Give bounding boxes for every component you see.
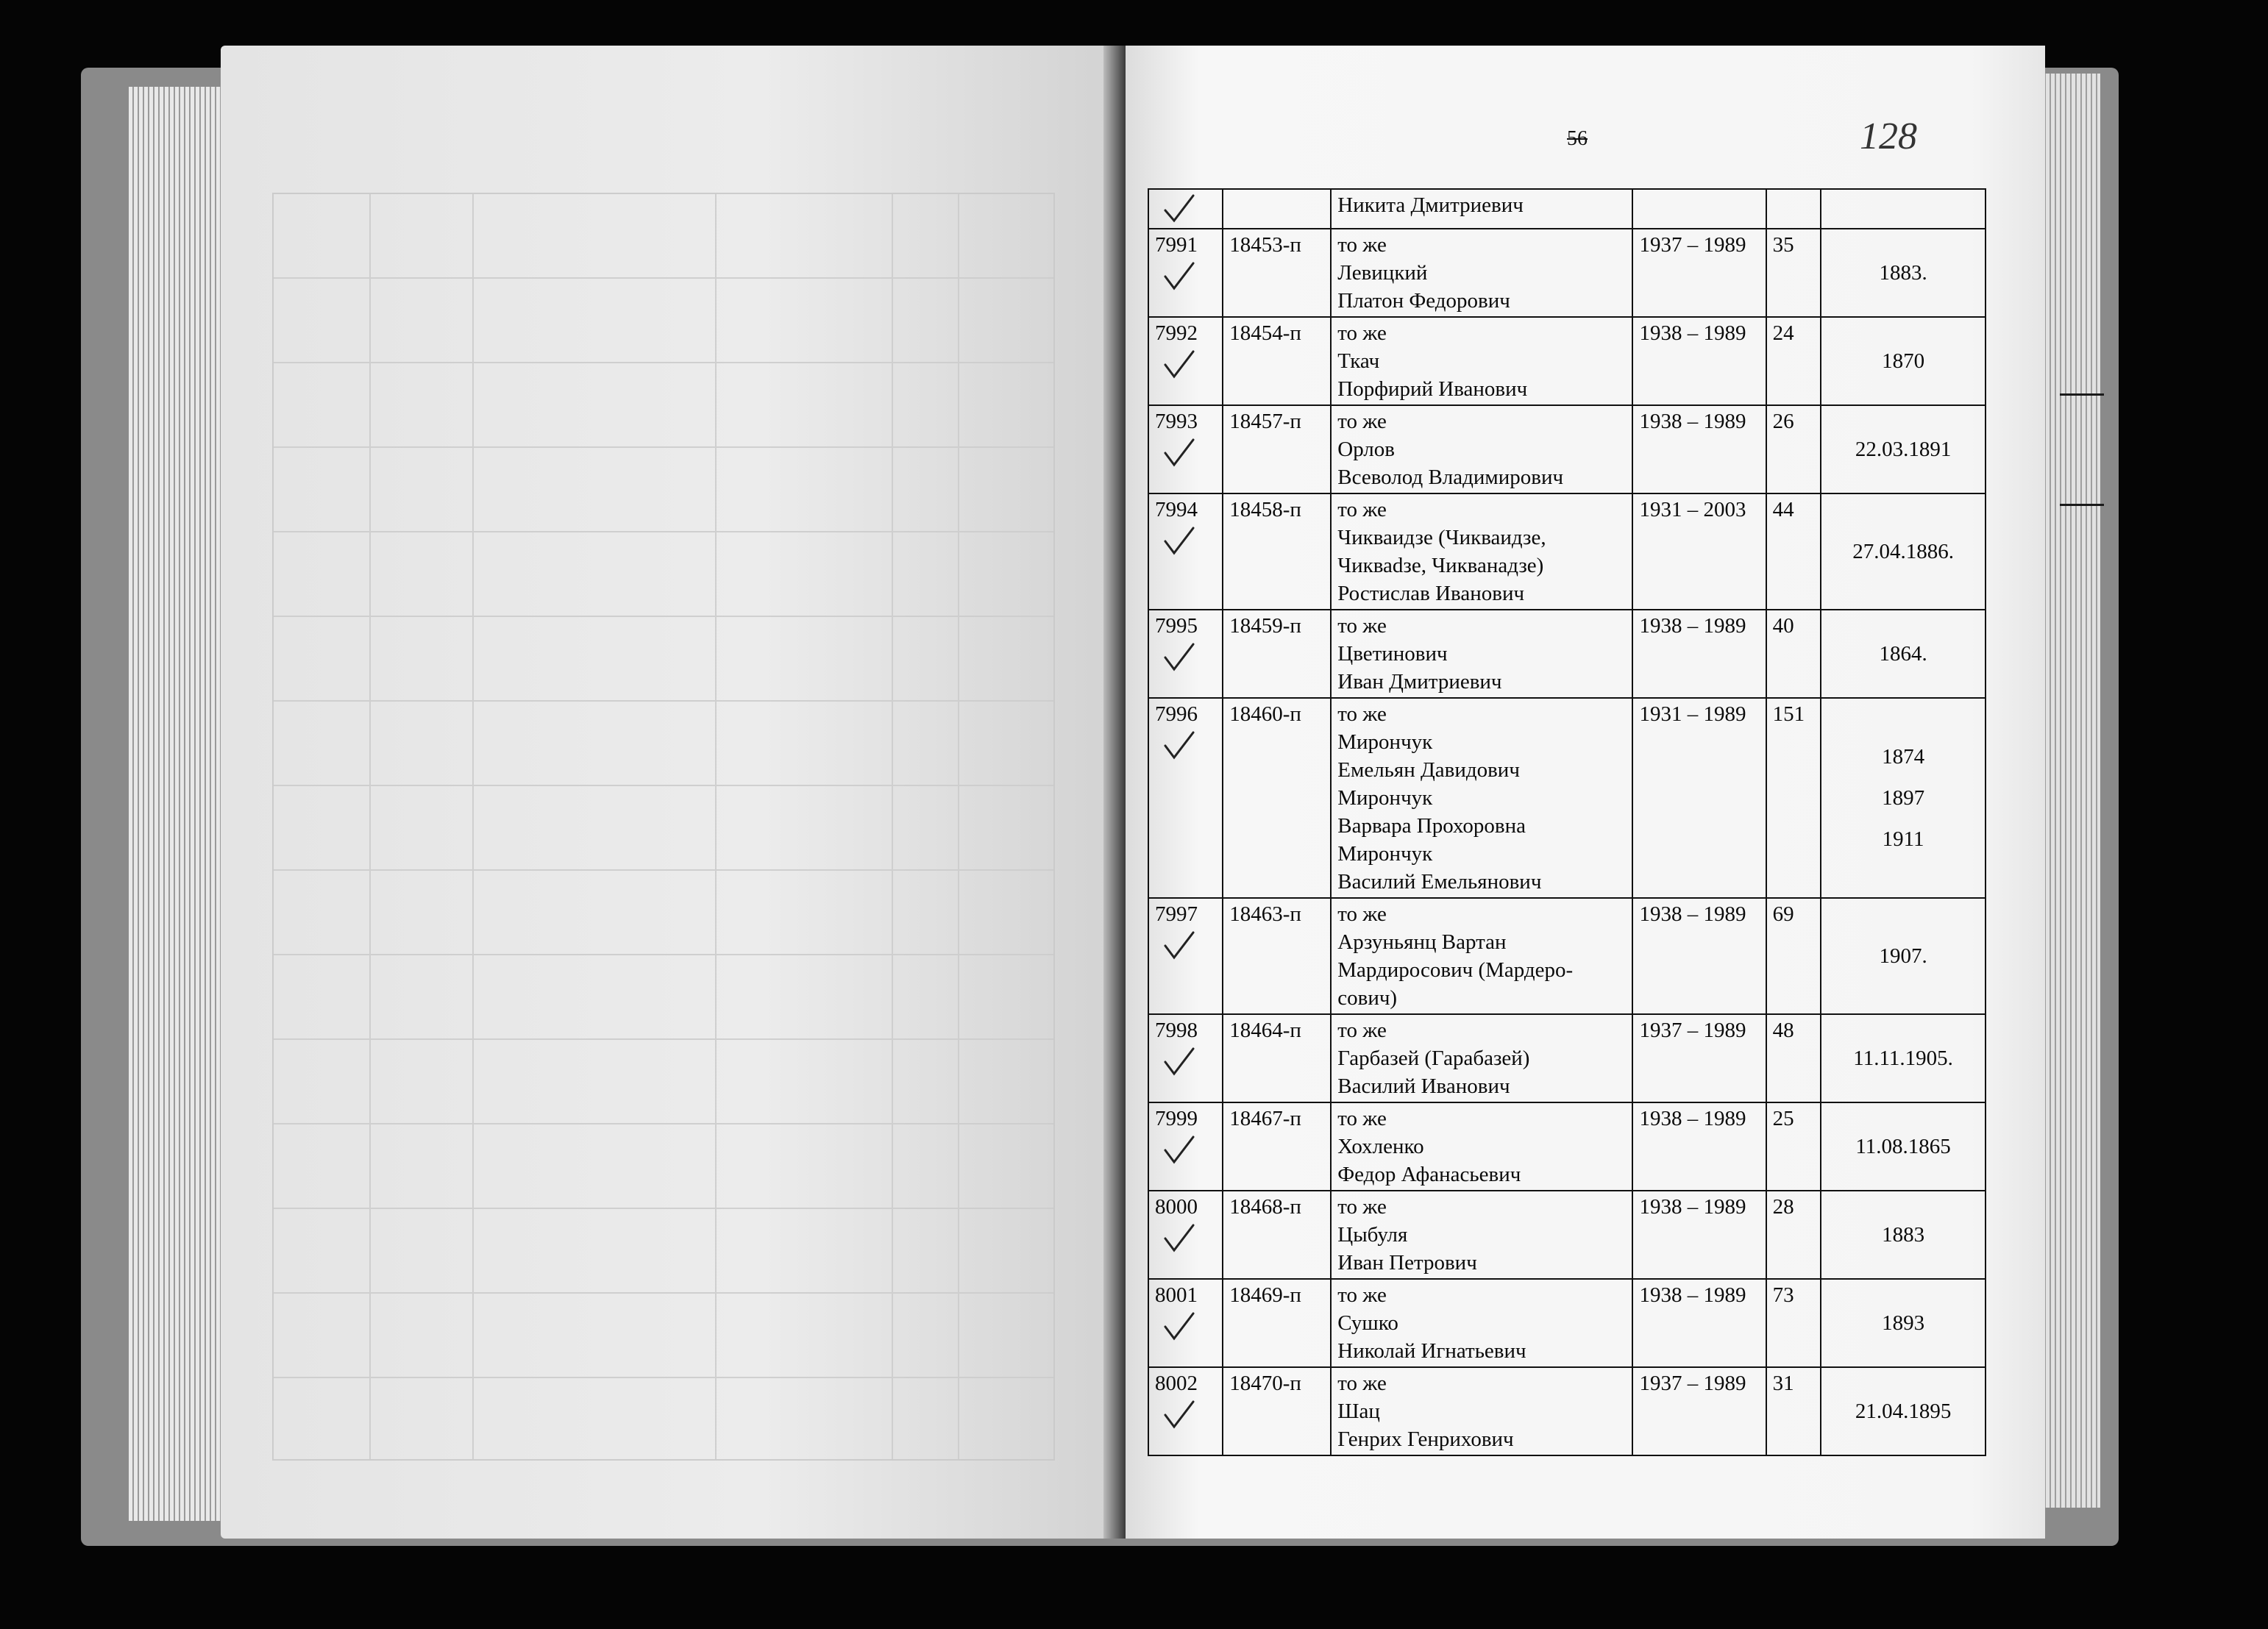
- checkmark-icon: [1162, 1047, 1196, 1077]
- case-number-cell: 18453-п: [1223, 229, 1331, 317]
- record-number-cell: [1148, 610, 1223, 698]
- birth-date-line: 1874: [1882, 745, 1925, 769]
- name-cell: [1331, 229, 1632, 317]
- birth-date-cell: 1870: [1821, 317, 1986, 405]
- years-cell: 1931 – 2003: [1632, 493, 1766, 610]
- table-row: [1148, 1014, 1986, 1102]
- name-line: Порфирий Иванович: [1337, 377, 1528, 401]
- years-cell: 1938 – 1989: [1632, 610, 1766, 698]
- name-line: Левицкий: [1337, 261, 1428, 285]
- record-number: 7993: [1155, 410, 1198, 433]
- birth-date-cell: 1864.: [1821, 610, 1986, 698]
- years-cell: 1938 – 1989: [1632, 1279, 1766, 1367]
- record-number-cell: [1148, 405, 1223, 493]
- birth-date-cell: 21.04.1895: [1821, 1367, 1986, 1455]
- sheet-count-cell: 25: [1766, 1102, 1821, 1191]
- name-cell: [1331, 1102, 1632, 1191]
- table-row: [1148, 1191, 1986, 1279]
- record-number: 8001: [1155, 1283, 1198, 1307]
- register-table: [1148, 188, 1986, 1456]
- name-line: то же: [1337, 1195, 1387, 1219]
- name-cell: [1331, 405, 1632, 493]
- record-number-cell: [1148, 1014, 1223, 1102]
- checkmark-icon: [1162, 1400, 1196, 1430]
- sheet-count-cell: 24: [1766, 317, 1821, 405]
- name-cell: [1331, 493, 1632, 610]
- record-number: 7992: [1155, 321, 1198, 345]
- name-line: Варвара Прохоровна: [1337, 814, 1526, 838]
- years-cell: 1931 – 1989: [1632, 698, 1766, 898]
- birth-date-cell: 1893: [1821, 1279, 1986, 1367]
- record-number: 7995: [1155, 614, 1198, 638]
- checkmark-icon: [1162, 350, 1196, 379]
- name-line: то же: [1337, 410, 1387, 433]
- name-line: Мирончук: [1337, 842, 1433, 866]
- record-number: 8000: [1155, 1195, 1198, 1219]
- name-line: Мардиросович (Мардеро-: [1337, 958, 1574, 982]
- name-line: то же: [1337, 1283, 1387, 1307]
- record-number-cell: [1148, 1191, 1223, 1279]
- name-line: то же: [1337, 1372, 1387, 1395]
- case-number-cell: 18470-п: [1223, 1367, 1331, 1455]
- case-number-cell: 18459-п: [1223, 610, 1331, 698]
- name-line: то же: [1337, 614, 1387, 638]
- table-row: [1148, 1279, 1986, 1367]
- name-line: Мирончук: [1337, 786, 1433, 810]
- birth-date-cell: 27.04.1886.: [1821, 493, 1986, 610]
- name-line: Шац: [1337, 1400, 1380, 1423]
- record-number-cell: [1148, 1279, 1223, 1367]
- name-line: Хохленко: [1337, 1135, 1424, 1158]
- years-cell: 1938 – 1989: [1632, 1102, 1766, 1191]
- birth-date-line: 1897: [1882, 786, 1925, 810]
- name-line: Ткач: [1337, 349, 1380, 373]
- record-number-cell: [1148, 317, 1223, 405]
- name-line: Всеволод Владимирович: [1337, 466, 1564, 489]
- checkmark-icon: [1162, 931, 1196, 960]
- table-row: [1148, 898, 1986, 1014]
- name-cell: [1331, 898, 1632, 1014]
- years-cell: 1937 – 1989: [1632, 229, 1766, 317]
- case-number-cell: 18468-п: [1223, 1191, 1331, 1279]
- case-number-cell: 18460-п: [1223, 698, 1331, 898]
- case-number-cell: 18454-п: [1223, 317, 1331, 405]
- archive-folio-stamp: 128: [1860, 115, 1917, 157]
- birth-date-cell: [1821, 698, 1986, 898]
- table-row: [1148, 229, 1986, 317]
- case-number-cell: 18463-п: [1223, 898, 1331, 1014]
- birth-date-cell: 22.03.1891: [1821, 405, 1986, 493]
- checkmark-icon: [1162, 731, 1196, 760]
- checkmark-icon: [1162, 438, 1196, 468]
- record-number-cell: [1148, 1102, 1223, 1191]
- years-cell: 1937 – 1989: [1632, 1014, 1766, 1102]
- checkmark-icon: [1162, 262, 1196, 291]
- name-line: то же: [1337, 1107, 1387, 1130]
- checkmark-icon: [1162, 1136, 1196, 1165]
- record-number-cell: [1148, 1367, 1223, 1455]
- name-line: Гарбазей (Гарабазей): [1337, 1047, 1530, 1070]
- record-number: 7991: [1155, 233, 1198, 257]
- name-line: Платон Федорович: [1337, 289, 1510, 313]
- record-number-cell: [1148, 229, 1223, 317]
- record-number: 7994: [1155, 498, 1198, 521]
- name-line: Мирончук: [1337, 730, 1433, 754]
- checkmark-icon: [1162, 527, 1196, 556]
- record-number: 7998: [1155, 1019, 1198, 1042]
- name-line: то же: [1337, 1019, 1387, 1042]
- name-cell: [1331, 698, 1632, 898]
- name-line: Иван Дмитриевич: [1337, 670, 1502, 694]
- birth-date-cell: 1907.: [1821, 898, 1986, 1014]
- check-cell: [1148, 189, 1223, 229]
- name-line: Василий Емельянович: [1337, 870, 1542, 894]
- years-cell: 1938 – 1989: [1632, 898, 1766, 1014]
- checkmark-icon: [1162, 1312, 1196, 1341]
- name-line: то же: [1337, 702, 1387, 726]
- case-number-cell: 18457-п: [1223, 405, 1331, 493]
- name-cell: Никита Дмитриевич: [1331, 189, 1632, 229]
- page-edges-left: [129, 87, 228, 1521]
- case-number-cell: 18469-п: [1223, 1279, 1331, 1367]
- years-cell: 1938 – 1989: [1632, 317, 1766, 405]
- name-cell: [1331, 317, 1632, 405]
- record-number-cell: [1148, 493, 1223, 610]
- record-number: 7997: [1155, 902, 1198, 926]
- table-row: [1148, 317, 1986, 405]
- edge-mark: [2060, 393, 2104, 396]
- name-line: Василий Иванович: [1337, 1074, 1510, 1098]
- years-cell: 1937 – 1989: [1632, 1367, 1766, 1455]
- name-cell: [1331, 610, 1632, 698]
- sheet-count-cell: 28: [1766, 1191, 1821, 1279]
- name-line: Чикваdзе, Чикванадзе): [1337, 554, 1544, 577]
- birth-date-line: 1911: [1882, 827, 1924, 851]
- sheet-count-cell: 40: [1766, 610, 1821, 698]
- checkmark-icon: [1162, 194, 1196, 224]
- bleed-through-table: [272, 193, 1055, 1461]
- case-number-cell: 18464-п: [1223, 1014, 1331, 1102]
- case-number-cell: 18458-п: [1223, 493, 1331, 610]
- years-cell: 1938 – 1989: [1632, 1191, 1766, 1279]
- name-line: Ростислав Иванович: [1337, 582, 1525, 605]
- name-cell: [1331, 1279, 1632, 1367]
- birth-date-cell: 1883: [1821, 1191, 1986, 1279]
- continuation-row: [1148, 189, 1986, 229]
- table-row: [1148, 698, 1986, 898]
- sheet-count-cell: 26: [1766, 405, 1821, 493]
- record-number-cell: [1148, 898, 1223, 1014]
- birth-date-cell: 11.11.1905.: [1821, 1014, 1986, 1102]
- birth-date-cell: 11.08.1865: [1821, 1102, 1986, 1191]
- sheet-count-cell: 48: [1766, 1014, 1821, 1102]
- page-number: 56: [1567, 127, 1588, 150]
- case-number-cell: 18467-п: [1223, 1102, 1331, 1191]
- sheet-count-cell: 31: [1766, 1367, 1821, 1455]
- record-number: 7996: [1155, 702, 1198, 726]
- name-line: Арзуньянц Вартан: [1337, 930, 1507, 954]
- record-number-cell: [1148, 698, 1223, 898]
- name-line: сович): [1337, 986, 1398, 1010]
- name-line: Орлов: [1337, 438, 1395, 461]
- sheet-count-cell: 35: [1766, 229, 1821, 317]
- name-line: Генрих Генрихович: [1337, 1427, 1514, 1451]
- record-number: 8002: [1155, 1372, 1198, 1395]
- years-cell: 1938 – 1989: [1632, 405, 1766, 493]
- name-line: Федор Афанасьевич: [1337, 1163, 1521, 1186]
- checkmark-icon: [1162, 643, 1196, 672]
- name-line: Цветинович: [1337, 642, 1448, 666]
- name-line: Николай Игнатьевич: [1337, 1339, 1526, 1363]
- table-row: [1148, 493, 1986, 610]
- table-row: [1148, 1102, 1986, 1191]
- name-cell: [1331, 1367, 1632, 1455]
- checkmark-icon: [1162, 1224, 1196, 1253]
- name-line: Емельян Давидович: [1337, 758, 1520, 782]
- left-page-faded: [221, 46, 1122, 1539]
- table-row: [1148, 405, 1986, 493]
- name-line: то же: [1337, 498, 1387, 521]
- name-line: то же: [1337, 321, 1387, 345]
- record-number: 7999: [1155, 1107, 1198, 1130]
- name-cell: [1331, 1191, 1632, 1279]
- birth-date-cell: 1883.: [1821, 229, 1986, 317]
- sheet-count-cell: 44: [1766, 493, 1821, 610]
- name-line: то же: [1337, 902, 1387, 926]
- edge-mark: [2060, 504, 2104, 506]
- name-line: Цыбуля: [1337, 1223, 1408, 1247]
- sheet-count-cell: 73: [1766, 1279, 1821, 1367]
- sheet-count-cell: 151: [1766, 698, 1821, 898]
- name-line: то же: [1337, 233, 1387, 257]
- name-cell: [1331, 1014, 1632, 1102]
- table-row: [1148, 610, 1986, 698]
- name-line: Иван Петрович: [1337, 1251, 1477, 1275]
- name-line: Сушко: [1337, 1311, 1398, 1335]
- name-line: Чикваидзе (Чикваидзе,: [1337, 526, 1546, 549]
- table-row: [1148, 1367, 1986, 1455]
- sheet-count-cell: 69: [1766, 898, 1821, 1014]
